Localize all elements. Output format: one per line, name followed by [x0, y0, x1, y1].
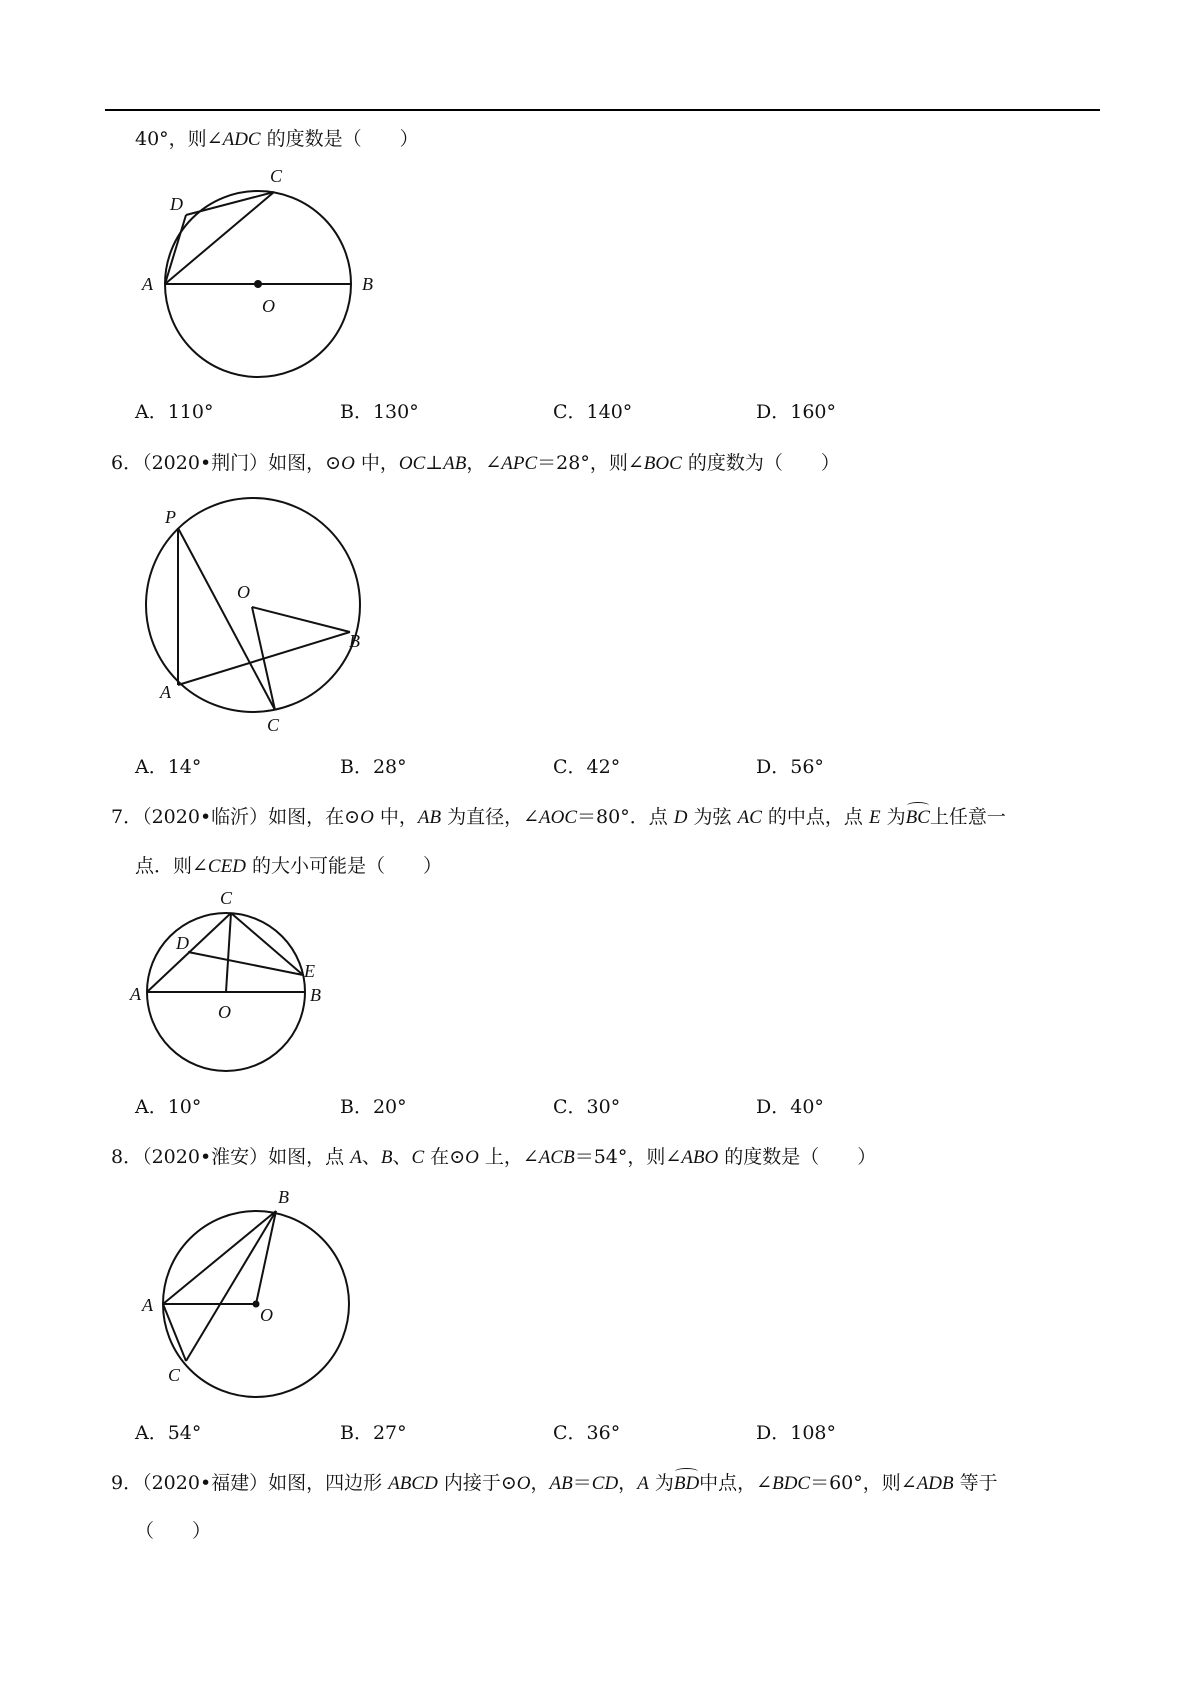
q8-option-a: A．54°: [135, 1422, 202, 1444]
q6-option-a: A．14°: [135, 756, 202, 778]
svg-text:A: A: [160, 682, 171, 702]
q8-option-d: D．108°: [756, 1422, 836, 1444]
svg-text:O: O: [262, 296, 275, 316]
svg-text:C: C: [267, 715, 280, 735]
q5-option-b: B．130°: [340, 401, 419, 423]
svg-text:B: B: [278, 1187, 289, 1207]
q7-option-b: B．20°: [340, 1096, 407, 1118]
svg-text:O: O: [237, 582, 250, 602]
q7-option-c: C．30°: [553, 1096, 621, 1118]
svg-text:B: B: [310, 985, 321, 1005]
q8-option-c: C．36°: [553, 1422, 621, 1444]
svg-text:C: C: [220, 888, 233, 908]
svg-text:D: D: [170, 194, 183, 214]
svg-text:D: D: [176, 933, 189, 953]
q7-stem-line1: 7．（2020•临沂）如图，在⊙O 中，AB 为直径，∠AOC＝80°．点 D 为弦 AC 的中点，点 E 为BC上任意一: [111, 804, 1006, 831]
q6-figure: [125, 495, 385, 745]
svg-text:O: O: [260, 1305, 273, 1325]
q5-stem: 40°，则∠ADC 的度数是（ ）: [135, 128, 419, 150]
svg-text:C: C: [270, 166, 283, 186]
svg-text:O: O: [218, 1002, 231, 1022]
svg-text:B: B: [362, 274, 373, 294]
q6-stem: 6．（2020•荆门）如图，⊙O 中，OC⊥AB，∠APC＝28°，则∠BOC 的度数为（ ）: [111, 452, 840, 474]
svg-text:A: A: [130, 984, 141, 1004]
q6-option-d: D．56°: [756, 756, 824, 778]
q9-stem-line2: （ ）: [135, 1520, 212, 1542]
q6-option-c: C．42°: [553, 756, 621, 778]
svg-text:E: E: [304, 961, 315, 981]
svg-text:B: B: [349, 631, 360, 651]
svg-text:A: A: [142, 1295, 153, 1315]
q8-option-b: B．27°: [340, 1422, 407, 1444]
q5-option-d: D．160°: [756, 401, 836, 423]
q9-stem-line1: 9．（2020•福建）如图，四边形 ABCD 内接于⊙O，AB＝CD，A 为BD中点，∠BDC＝60°，则∠ADB 等于: [111, 1470, 998, 1497]
q5-option-a: A．110°: [135, 401, 214, 423]
q7-option-a: A．10°: [135, 1096, 202, 1118]
q8-stem: 8．（2020•淮安）如图，点 A、B、C 在⊙O 上，∠ACB＝54°，则∠ABO 的度数是（ ）: [111, 1146, 877, 1168]
q5-option-c: C．140°: [553, 401, 633, 423]
q7-figure: [130, 888, 370, 1088]
svg-text:A: A: [142, 274, 153, 294]
svg-text:C: C: [168, 1365, 181, 1385]
svg-text:P: P: [165, 507, 176, 527]
q5-figure: [130, 160, 390, 420]
q7-option-d: D．40°: [756, 1096, 824, 1118]
q7-stem-line2: 点．则∠CED 的大小可能是（ ）: [135, 855, 442, 877]
q6-option-b: B．28°: [340, 756, 407, 778]
header-rule: [105, 109, 1100, 111]
q8-figure: [130, 1180, 370, 1400]
